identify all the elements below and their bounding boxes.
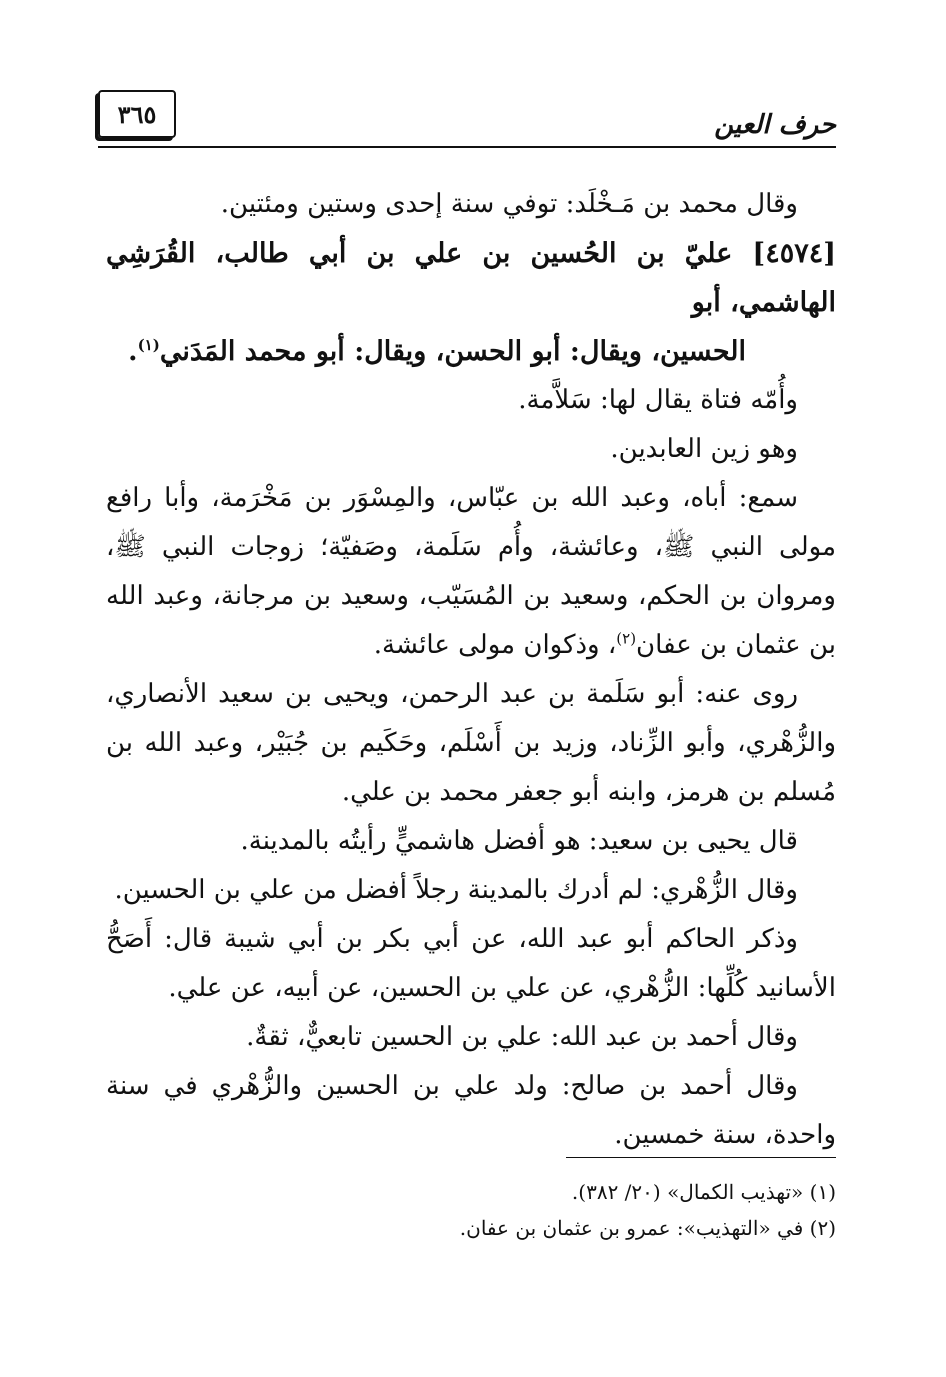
teachers-text: سمع: أباه، وعبد الله بن عبّاس، والمِسْوَر بن مَخْرَمة، وأبا رافع مولى النبي ﷺ، وعائشة، وأُم سَلَمة، وصَفيّة؛ زوجات النبي ﷺ، ومروان بن الحكم، وسعيد بن المُسَيّب، وسعيد بن مرجانة، وعبد الله بن عثمان بن عفان [106,483,836,660]
entry-heading-line2 [106,327,836,376]
footnote-1: (١) «تهذيب الكمال» (٢٠/ ٣٨٢). [571,1180,836,1204]
paragraph-zuhri: وقال الزُّهْري: لم أدرك بالمدينة رجلاً أفضل من علي بن الحسين. [114,875,798,905]
footnote-rule [566,1157,836,1158]
page-header [98,86,836,146]
paragraph-mother: وأُمّه فتاة يقال لها: سَلاَّمة. [518,385,798,415]
entry-heading-end: . [128,336,138,367]
entry-heading-line1: [٤٥٧٤] عليّ بن الحُسين بن علي بن أبي طالب، القُرَشِي الهاشمي، أبو [106,238,836,318]
paragraph-death-date: وقال محمد بن مَـخْلَد: توفي سنة إحدى وستين ومئتين. [220,189,798,219]
running-title: حرف العين [714,110,836,140]
body-text [106,180,836,1160]
footnote-ref-1[interactable]: (١) [137,336,160,354]
paragraph-students: روى عنه: أبو سَلَمة بن عبد الرحمن، ويحيى بن سعيد الأنصاري، والزُّهْري، وأبو الزِّناد، وزيد بن أَسْلَم، وحَكَيم بن جُبَيْر، وعبد الله بن مُسلم بن هرمز، وابنه أبو جعفر محمد بن علي. [106,679,836,807]
teachers-text-end: ، وذكوان مولى عائشة. [373,630,617,660]
page-number: ٣٦٥ [98,90,176,138]
paragraph-hakim: وذكر الحاكم أبو عبد الله، عن أبي بكر بن أبي شيبة قال: أَصَحُّ الأسانيد كُلِّها: الزُّهْري، عن علي بن الحسين، عن أبيه، عن علي. [106,924,836,1003]
paragraph-laqab: وهو زين العابدين. [610,434,798,464]
footnotes [106,1174,836,1246]
header-rule [98,146,836,148]
footnote-2: (٢) في «التهذيب»: عمرو بن عثمان بن عفان. [459,1216,836,1240]
footnote-ref-2[interactable]: (٢) [616,629,637,648]
paragraph-yahya: قال يحيى بن سعيد: هو أفضل هاشميٍّ رأيتُه بالمدينة. [240,826,798,856]
paragraph-ahmad-salih: وقال أحمد بن صالح: ولد علي بن الحسين والزُّهْري في سنة واحدة، سنة خمسين. [106,1071,836,1150]
paragraph-teachers [106,474,836,670]
entry-heading-name: الحسين، ويقال: أبو الحسن، ويقال: أبو محمد المَدَني [159,336,746,367]
paragraph-ahmad-abdallah: وقال أحمد بن عبد الله: علي بن الحسين تابعيٌّ، ثقةٌ. [246,1022,798,1052]
